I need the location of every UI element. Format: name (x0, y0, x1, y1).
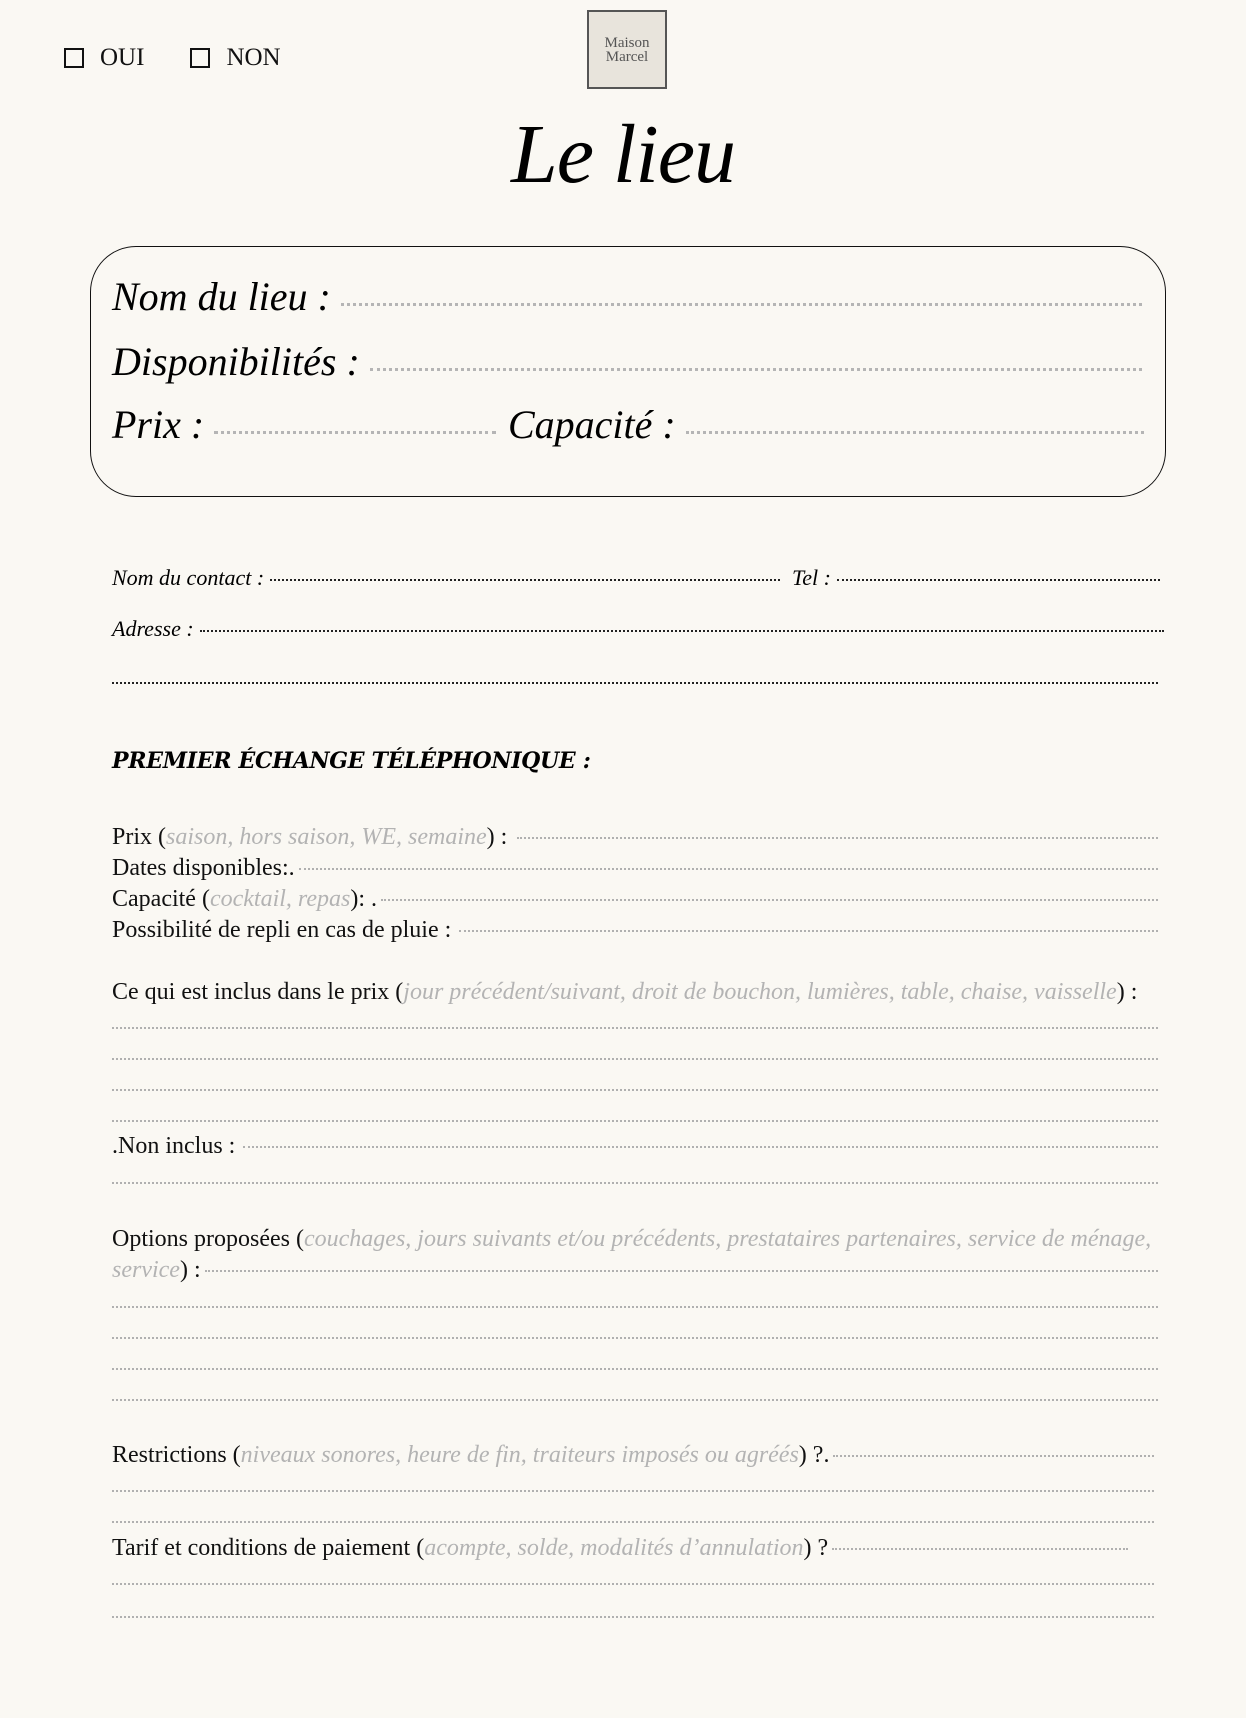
phone-field[interactable] (792, 563, 1160, 593)
oui-option[interactable] (64, 44, 144, 72)
rain-plan-line[interactable] (459, 930, 1158, 932)
contact-name-label: Nom du contact : (112, 565, 265, 590)
included-line-1[interactable] (112, 1027, 1158, 1029)
restrictions-label: Restrictions ( (112, 1442, 241, 1468)
included-suffix: ) : (1116, 979, 1138, 1005)
included-hint: jour précédent/suivant, droit de bouchon, lumières, table, chaise, vaisselle (403, 979, 1117, 1005)
oui-non-checkboxes (64, 44, 327, 72)
logo-line-1: Maison (604, 34, 650, 51)
payment-line-3[interactable] (112, 1616, 1154, 1618)
call-capacity-hint: cocktail, repas (209, 886, 351, 912)
oui-checkbox[interactable] (64, 48, 84, 68)
options-line-5[interactable] (112, 1399, 1158, 1401)
options-suffix: ) : (179, 1257, 201, 1283)
address-line[interactable] (200, 630, 1164, 632)
rain-plan-label: Possibilité de repli en cas de pluie : (112, 917, 452, 943)
options-hint-1: couchages, jours suivants et/ou précédents, prestataires partenaires, service de ménage, (303, 1226, 1152, 1252)
options-line-3[interactable] (112, 1337, 1158, 1339)
phone-label: Tel : (792, 565, 831, 590)
address-field[interactable] (112, 614, 1164, 644)
included-field[interactable] (112, 977, 1158, 1007)
options-line-2[interactable] (112, 1306, 1158, 1308)
non-checkbox[interactable] (190, 48, 210, 68)
not-included-line[interactable] (243, 1146, 1158, 1148)
payment-suffix: ) ? (803, 1535, 829, 1561)
call-price-line[interactable] (517, 837, 1158, 839)
call-capacity-suffix: ): . (350, 886, 378, 912)
contact-name-line[interactable] (270, 579, 780, 581)
call-price-field[interactable] (112, 822, 1158, 852)
included-line-3[interactable] (112, 1089, 1158, 1091)
capacity-label: Capacité : (508, 402, 676, 447)
venue-name-field[interactable] (112, 272, 1142, 322)
included-line-4[interactable] (112, 1120, 1158, 1122)
availability-line[interactable] (370, 368, 1142, 371)
address-label: Adresse : (112, 616, 194, 641)
call-capacity-field[interactable] (112, 884, 1158, 914)
not-included-line-2[interactable] (112, 1182, 1158, 1184)
price-line[interactable] (214, 431, 496, 434)
call-dates-label: Dates disponibles:. (112, 855, 295, 881)
page-title: Le lieu (511, 108, 735, 201)
non-option[interactable] (190, 44, 280, 72)
payment-line-2[interactable] (112, 1583, 1154, 1585)
logo-line-2: Marcel (605, 48, 649, 65)
included-label: Ce qui est inclus dans le prix ( (112, 979, 404, 1005)
availability-label: Disponibilités : (112, 339, 360, 384)
venue-name-line[interactable] (341, 303, 1142, 306)
call-price-label: Prix ( (112, 824, 166, 850)
options-line[interactable] (205, 1270, 1158, 1272)
maison-marcel-logo (587, 10, 667, 89)
call-price-hint: saison, hors saison, WE, semaine (166, 824, 487, 850)
payment-line[interactable] (832, 1548, 1128, 1550)
price-label: Prix : (112, 402, 205, 447)
first-call-heading: PREMIER ÉCHANGE TÉLÉPHONIQUE : (112, 748, 591, 774)
options-line-4[interactable] (112, 1368, 1158, 1370)
non-label: NON (226, 44, 281, 71)
rain-plan-field[interactable] (112, 915, 1158, 945)
payment-field[interactable] (112, 1533, 1128, 1563)
included-line-2[interactable] (112, 1058, 1158, 1060)
restrictions-line[interactable] (833, 1455, 1154, 1457)
restrictions-hint: niveaux sonores, heure de fin, traiteurs imposés ou agréés (240, 1442, 799, 1468)
options-label: Options proposées ( (112, 1226, 304, 1252)
availability-field[interactable] (112, 337, 1142, 387)
not-included-label: .Non inclus : (112, 1133, 236, 1159)
restrictions-line-3[interactable] (112, 1521, 1154, 1523)
phone-line[interactable] (837, 579, 1160, 581)
call-dates-line[interactable] (299, 868, 1158, 870)
venue-name-label: Nom du lieu : (112, 274, 331, 319)
payment-hint: acompte, solde, modalités d’annulation (424, 1535, 804, 1561)
contact-name-field[interactable] (112, 563, 780, 593)
restrictions-line-2[interactable] (112, 1490, 1154, 1492)
call-dates-field[interactable] (112, 853, 1158, 883)
capacity-field[interactable] (508, 400, 1144, 450)
restrictions-suffix: ) ?. (798, 1442, 830, 1468)
payment-label: Tarif et conditions de paiement ( (112, 1535, 425, 1561)
restrictions-field[interactable] (112, 1440, 1154, 1470)
call-price-suffix: ) : (486, 824, 508, 850)
call-capacity-label: Capacité ( (112, 886, 210, 912)
oui-label: OUI (100, 44, 145, 71)
call-capacity-line[interactable] (381, 899, 1158, 901)
address-line-2[interactable] (112, 682, 1158, 684)
options-field[interactable] (112, 1224, 1158, 1254)
capacity-line[interactable] (686, 431, 1144, 434)
options-hint-2: service (112, 1257, 180, 1283)
not-included-field[interactable] (112, 1131, 1158, 1161)
options-field-line-2[interactable] (112, 1255, 1158, 1285)
price-field[interactable] (112, 400, 496, 450)
